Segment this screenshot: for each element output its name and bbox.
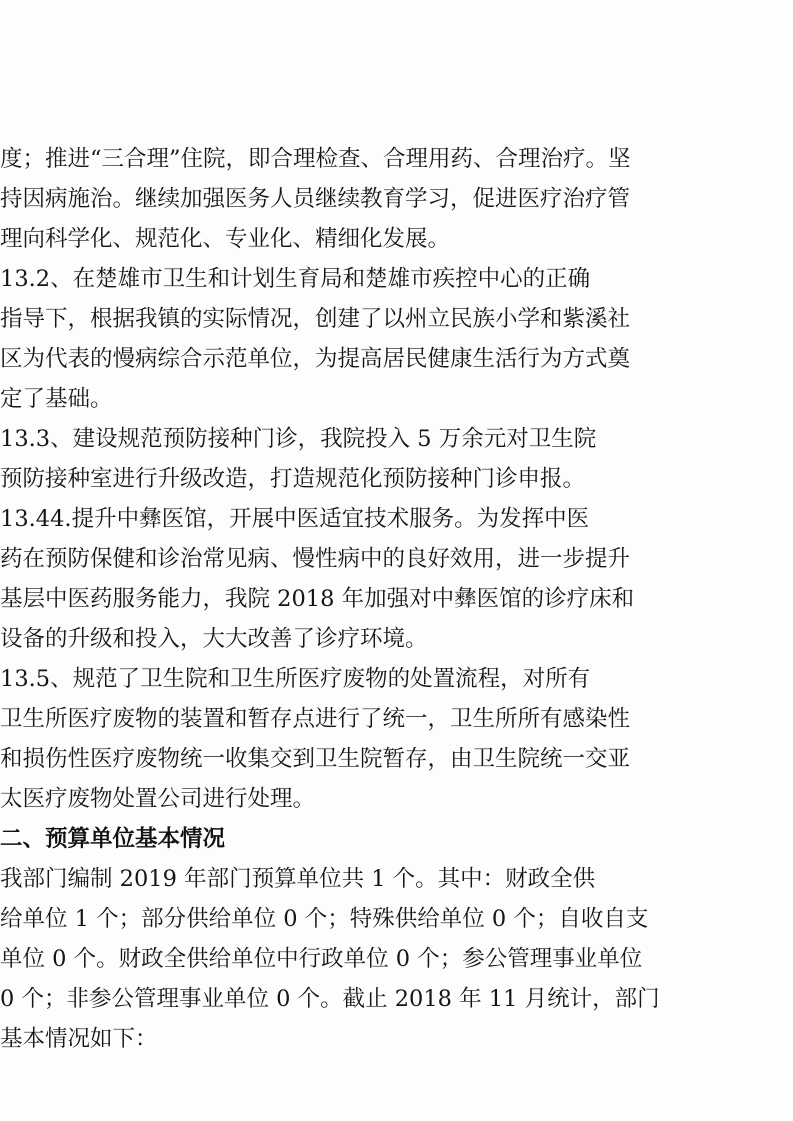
body-text: 基层中医药服务能力，我院 2018 年加强对中彝医馆的诊疗床和 <box>0 586 635 612</box>
body-text: 设备的升级和投入，大大改善了诊疗环境。 <box>0 626 428 652</box>
body-text: 13.3、建设规范预防接种门诊，我院投入 5 万余元对卫生院 <box>0 426 597 452</box>
body-text: 卫生所医疗废物的装置和暂存点进行了统一，卫生所所有感染性 <box>0 706 631 732</box>
body-text: 我部门编制 2019 年部门预算单位共 1 个。其中：财政全供 <box>0 866 596 892</box>
body-text: 单位 0 个。财政全供给单位中行政单位 0 个；参公管理事业单位 <box>0 946 643 972</box>
body-text: 定了基础。 <box>0 386 113 412</box>
body-text: 度；推进“三合理”住院，即合理检查、合理用药、合理治疗。坚 <box>0 146 631 172</box>
body-text: 太医疗废物处置公司进行处理。 <box>0 786 316 812</box>
body-text: 预防接种室进行升级改造，打造规范化预防接种门诊申报。 <box>0 466 586 492</box>
body-text: 13.2、在楚雄市卫生和计划生育局和楚雄市疾控中心的正确 <box>0 266 591 292</box>
body-text: 药在预防保健和诊治常见病、慢性病中的良好效用，进一步提升 <box>0 546 631 572</box>
body-text: 基本情况如下： <box>0 1026 158 1052</box>
body-text: 区为代表的慢病综合示范单位，为提高居民健康生活行为方式奠 <box>0 346 631 372</box>
body-text: 持因病施治。继续加强医务人员继续教育学习，促进医疗治疗管 <box>0 186 631 212</box>
body-text: 13.5、规范了卫生院和卫生所医疗废物的处置流程，对所有 <box>0 666 591 692</box>
heading-text: 二、预算单位基本情况 <box>0 826 226 852</box>
body-text: 理向科学化、规范化、专业化、精细化发展。 <box>0 226 451 252</box>
body-text: 和损伤性医疗废物统一收集交到卫生院暂存，由卫生院统一交亚 <box>0 746 631 772</box>
body-text: 0 个；非参公管理事业单位 0 个。截止 2018 年 11 月统计，部门 <box>0 986 660 1012</box>
body-text: 指导下，根据我镇的实际情况，创建了以州立民族小学和紫溪社 <box>0 306 631 332</box>
body-text: 给单位 1 个；部分供给单位 0 个；特殊供给单位 0 个；自收自支 <box>0 906 649 932</box>
body-text: 13.44.提升中彝医馆，开展中医适宜技术服务。为发挥中医 <box>0 506 590 532</box>
